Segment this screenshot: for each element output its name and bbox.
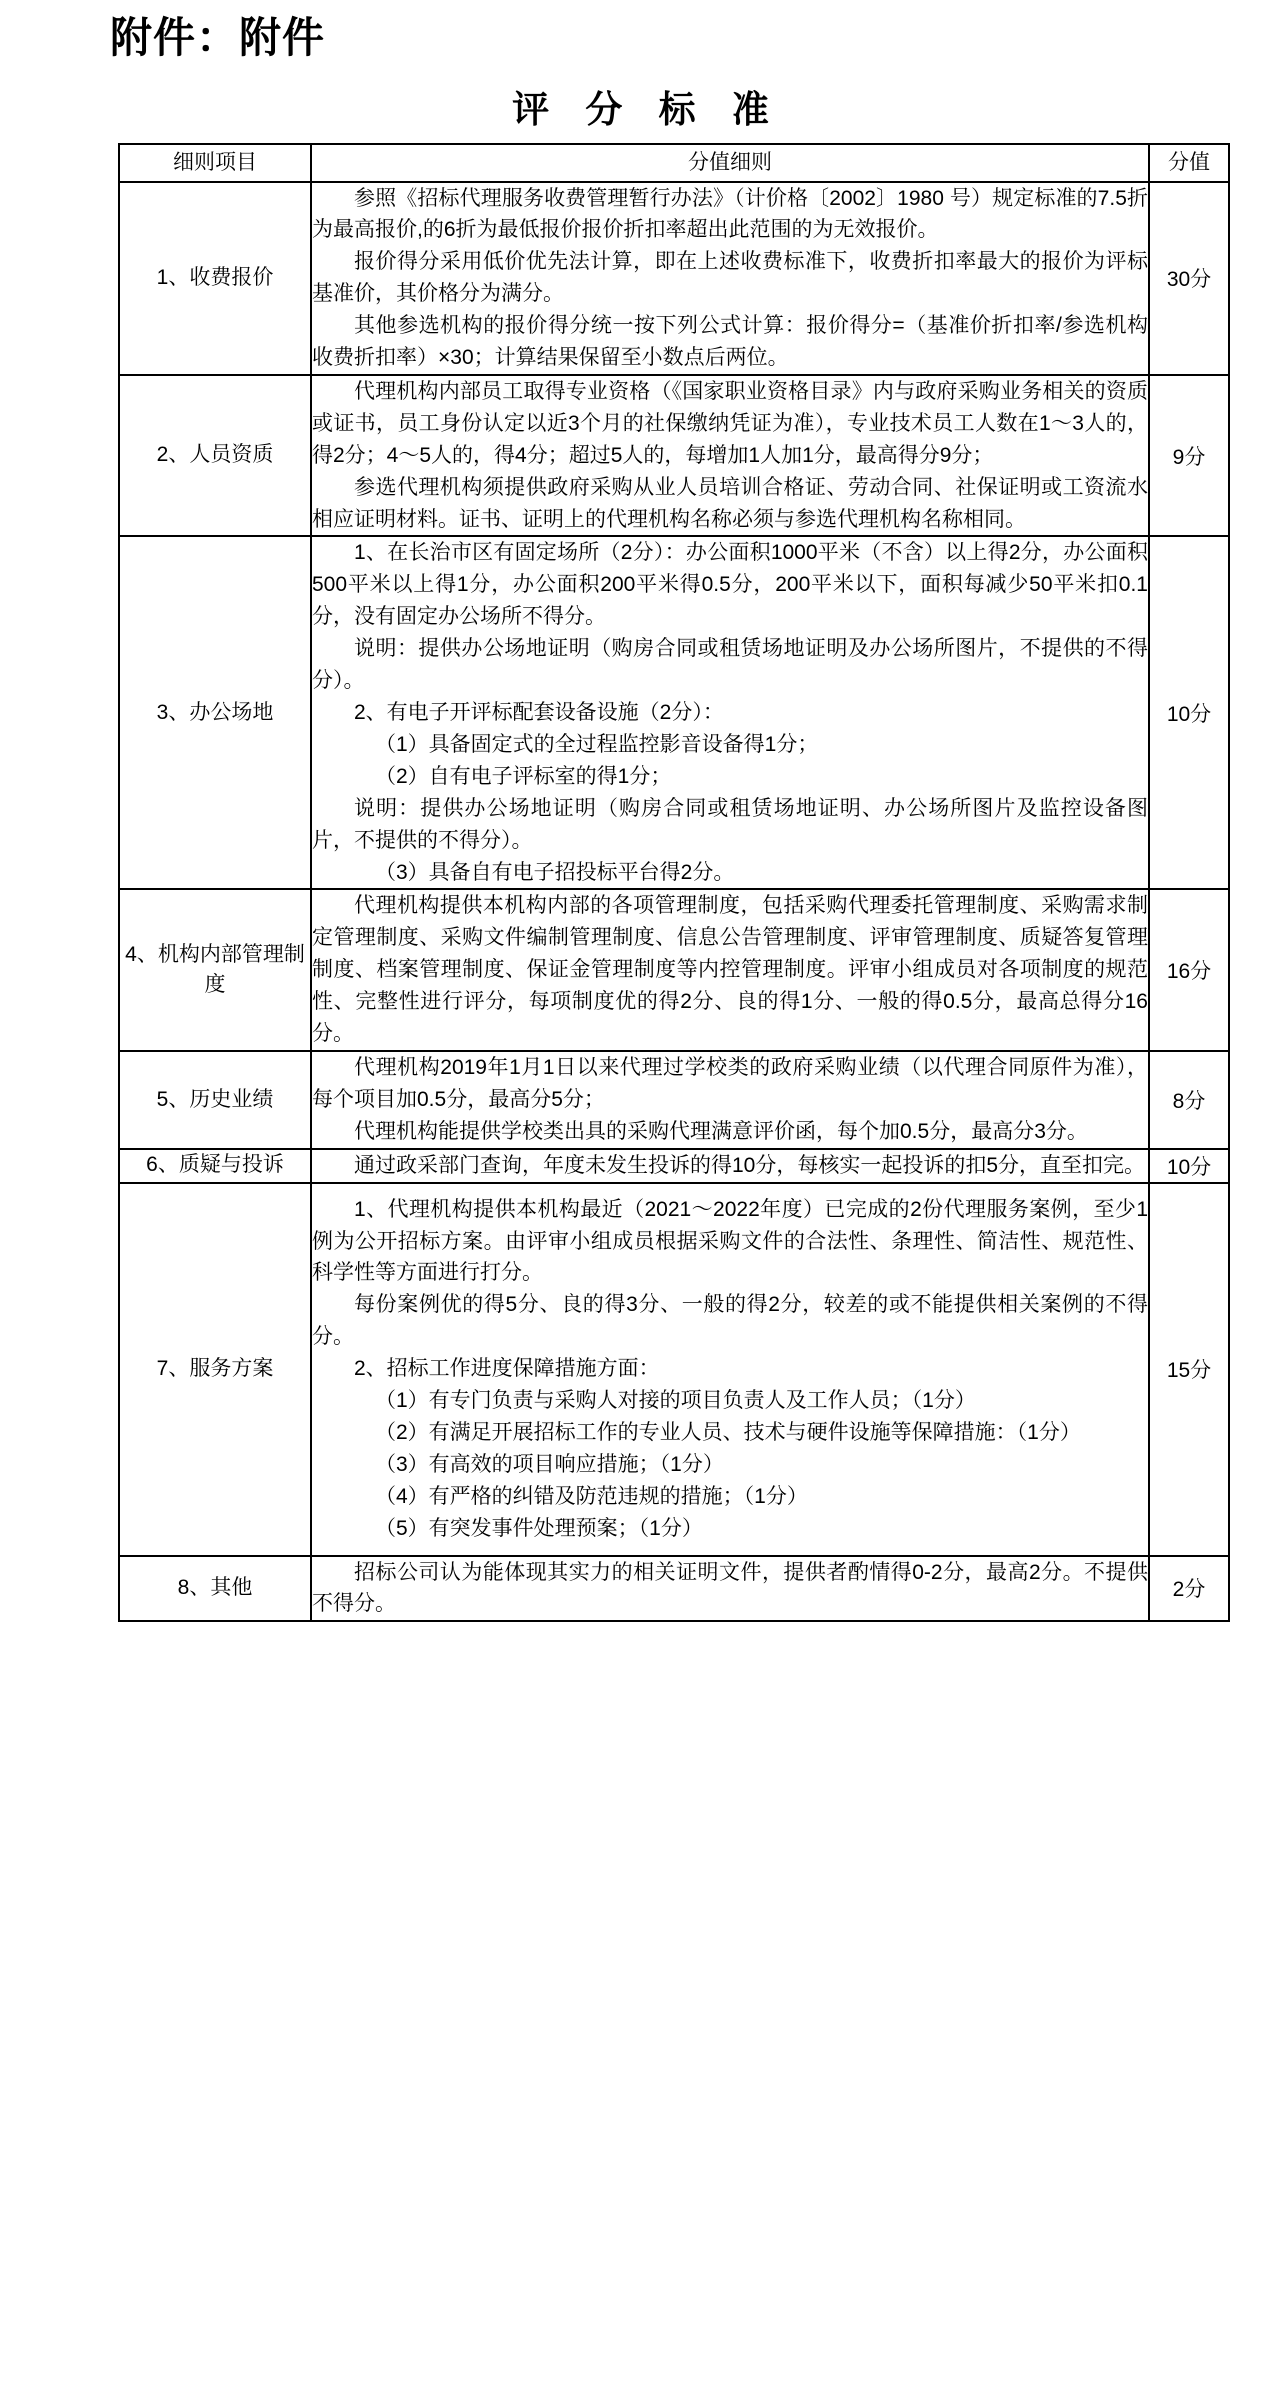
rule-paragraph: 2、招标工作进度保障措施方面： <box>354 1357 660 1381</box>
criteria-rule-detail <box>311 1051 1149 1149</box>
column-header-item: 细则项目 <box>119 144 311 182</box>
rule-paragraph: 2、有电子开评标配套设备设施（2分）： <box>354 701 724 724</box>
rule-paragraph: 代理机构能提供学校类出具的采购代理满意评价函，每个加0.5分，最高分3分。 <box>354 1119 1088 1143</box>
criteria-item-name: 3、办公场地 <box>119 536 311 889</box>
table-header-row <box>119 144 1229 182</box>
rule-paragraph: 通过政采部门查询，年度未发生投诉的得10分，每核实一起投诉的扣5分，直至扣完。 <box>354 1153 1146 1177</box>
table-row <box>119 889 1229 1051</box>
rule-paragraph: （5）有突发事件处理预案；（1分） <box>375 1516 703 1540</box>
criteria-rule-detail <box>311 182 1149 375</box>
criteria-score-value: 16分 <box>1149 889 1229 1051</box>
table-row <box>119 1556 1229 1622</box>
rule-paragraph: 1、代理机构提供本机构最近（2021～2022年度）已完成的2份代理服务案例，至少1例为公开招标方案。由评审小组成员根据采购文件的合法性、条理性、简洁性、规范性、科学性等方面进行打分。 <box>312 1197 1148 1285</box>
rule-paragraph: （3）有高效的项目响应措施；（1分） <box>375 1452 724 1476</box>
criteria-score-value: 2分 <box>1149 1556 1229 1622</box>
rule-paragraph: （1）有专门负责与采购人对接的项目负责人及工作人员；（1分） <box>375 1389 976 1413</box>
rule-paragraph: （2）有满足开展招标工作的专业人员、技术与硬件设施等保障措施：（1分） <box>375 1420 1081 1444</box>
table-row <box>119 375 1229 537</box>
criteria-score-value: 15分 <box>1149 1183 1229 1556</box>
criteria-rule-detail <box>311 1183 1149 1556</box>
rule-paragraph: （3）具备自有电子招投标平台得2分。 <box>375 860 735 884</box>
criteria-rule-detail <box>311 1149 1149 1183</box>
rule-paragraph: 说明：提供办公场地证明（购房合同或租赁场地证明、办公场所图片及监控设备图片，不提供的不得分）。 <box>312 796 1148 852</box>
table-row <box>119 1051 1229 1149</box>
rule-paragraph: 代理机构提供本机构内部的各项管理制度，包括采购代理委托管理制度、采购需求制定管理制度、采购文件编制管理制度、信息公告管理制度、评审管理制度、质疑答复管理制度、档案管理制度、保证金管理制度等内控管理制度。评审小组成员对各项制度的规范性、完整性进行评分，每项制度优的得2分、良的得1分、一般的得0.5分，最高总得分16分。 <box>312 894 1148 1046</box>
rule-paragraph: 说明：提供办公场地证明（购房合同或租赁场地证明及办公场所图片，不提供的不得分）。 <box>312 637 1148 693</box>
scoring-table-wrapper <box>0 143 1284 1623</box>
rule-paragraph: 代理机构2019年1月1日以来代理过学校类的政府采购业绩（以代理合同原件为准），每个项目加0.5分，最高分5分； <box>312 1055 1148 1111</box>
page-title: 评 分 标 准 <box>512 88 782 130</box>
column-header-score: 分值 <box>1149 144 1229 182</box>
rule-paragraph: 参选代理机构须提供政府采购从业人员培训合格证、劳动合同、社保证明或工资流水相应证明材料。证书、证明上的代理机构名称必须与参选代理机构名称相同。 <box>312 475 1148 531</box>
criteria-item-name: 6、质疑与投诉 <box>119 1149 311 1183</box>
table-row <box>119 182 1229 375</box>
rule-paragraph: 报价得分采用低价优先法计算，即在上述收费标准下，收费折扣率最大的报价为评标基准价，其价格分为满分。 <box>312 250 1148 306</box>
rule-paragraph: （2）自有电子评标室的得1分； <box>375 764 672 788</box>
criteria-score-value: 30分 <box>1149 182 1229 375</box>
criteria-item-name: 7、服务方案 <box>119 1183 311 1556</box>
criteria-item-name: 8、其他 <box>119 1556 311 1622</box>
criteria-item-name: 4、机构内部管理制度 <box>119 889 311 1051</box>
rule-paragraph: 其他参选机构的报价得分统一按下列公式计算：报价得分=（基准价折扣率/参选机构收费折扣率）×30；计算结果保留至小数点后两位。 <box>312 314 1148 370</box>
criteria-rule-detail <box>311 536 1149 889</box>
criteria-item-name: 2、人员资质 <box>119 375 311 537</box>
rule-paragraph: 参照《招标代理服务收费管理暂行办法》（计价格〔2002〕1980 号）规定标准的7.5折为最高报价,的6折为最低报价报价折扣率超出此范围的为无效报价。 <box>312 186 1148 242</box>
criteria-score-value: 9分 <box>1149 375 1229 537</box>
column-header-rule: 分值细则 <box>311 144 1149 182</box>
criteria-item-name: 1、收费报价 <box>119 182 311 375</box>
rule-paragraph: 代理机构内部员工取得专业资格（《国家职业资格目录》内与政府采购业务相关的资质或证书，员工身份认定以近3个月的社保缴纳凭证为准），专业技术员工人数在1～3人的，得2分；4～5人的，得4分；超过5人的，每增加1人加1分，最高得分9分； <box>312 379 1148 467</box>
table-row <box>119 1183 1229 1556</box>
criteria-score-value: 8分 <box>1149 1051 1229 1149</box>
criteria-rule-detail <box>311 889 1149 1051</box>
criteria-score-value: 10分 <box>1149 536 1229 889</box>
rule-paragraph: （1）具备固定式的全过程监控影音设备得1分； <box>375 732 819 756</box>
criteria-rule-detail <box>311 375 1149 537</box>
criteria-score-value: 10分 <box>1149 1149 1229 1183</box>
table-body <box>119 182 1229 1622</box>
attachment-label: 附件：附件 <box>110 14 326 61</box>
table-row <box>119 1149 1229 1183</box>
table-row <box>119 536 1229 889</box>
criteria-rule-detail <box>311 1556 1149 1622</box>
rule-paragraph: 1、在长治市区有固定场所（2分）：办公面积1000平米（不含）以上得2分，办公面积500平米以上得1分，办公面积200平米得0.5分，200平米以下，面积每减少50平米扣0.1分，没有固定办公场所不得分。 <box>312 541 1148 629</box>
criteria-item-name: 5、历史业绩 <box>119 1051 311 1149</box>
rule-paragraph: 招标公司认为能体现其实力的相关证明文件，提供者酌情得0-2分，最高2分。不提供不得分。 <box>312 1560 1148 1616</box>
scoring-criteria-table <box>118 143 1230 1623</box>
rule-paragraph: 每份案例优的得5分、良的得3分、一般的得2分，较差的或不能提供相关案例的不得分。 <box>312 1293 1148 1349</box>
rule-paragraph: （4）有严格的纠错及防范违规的措施；（1分） <box>375 1484 808 1508</box>
